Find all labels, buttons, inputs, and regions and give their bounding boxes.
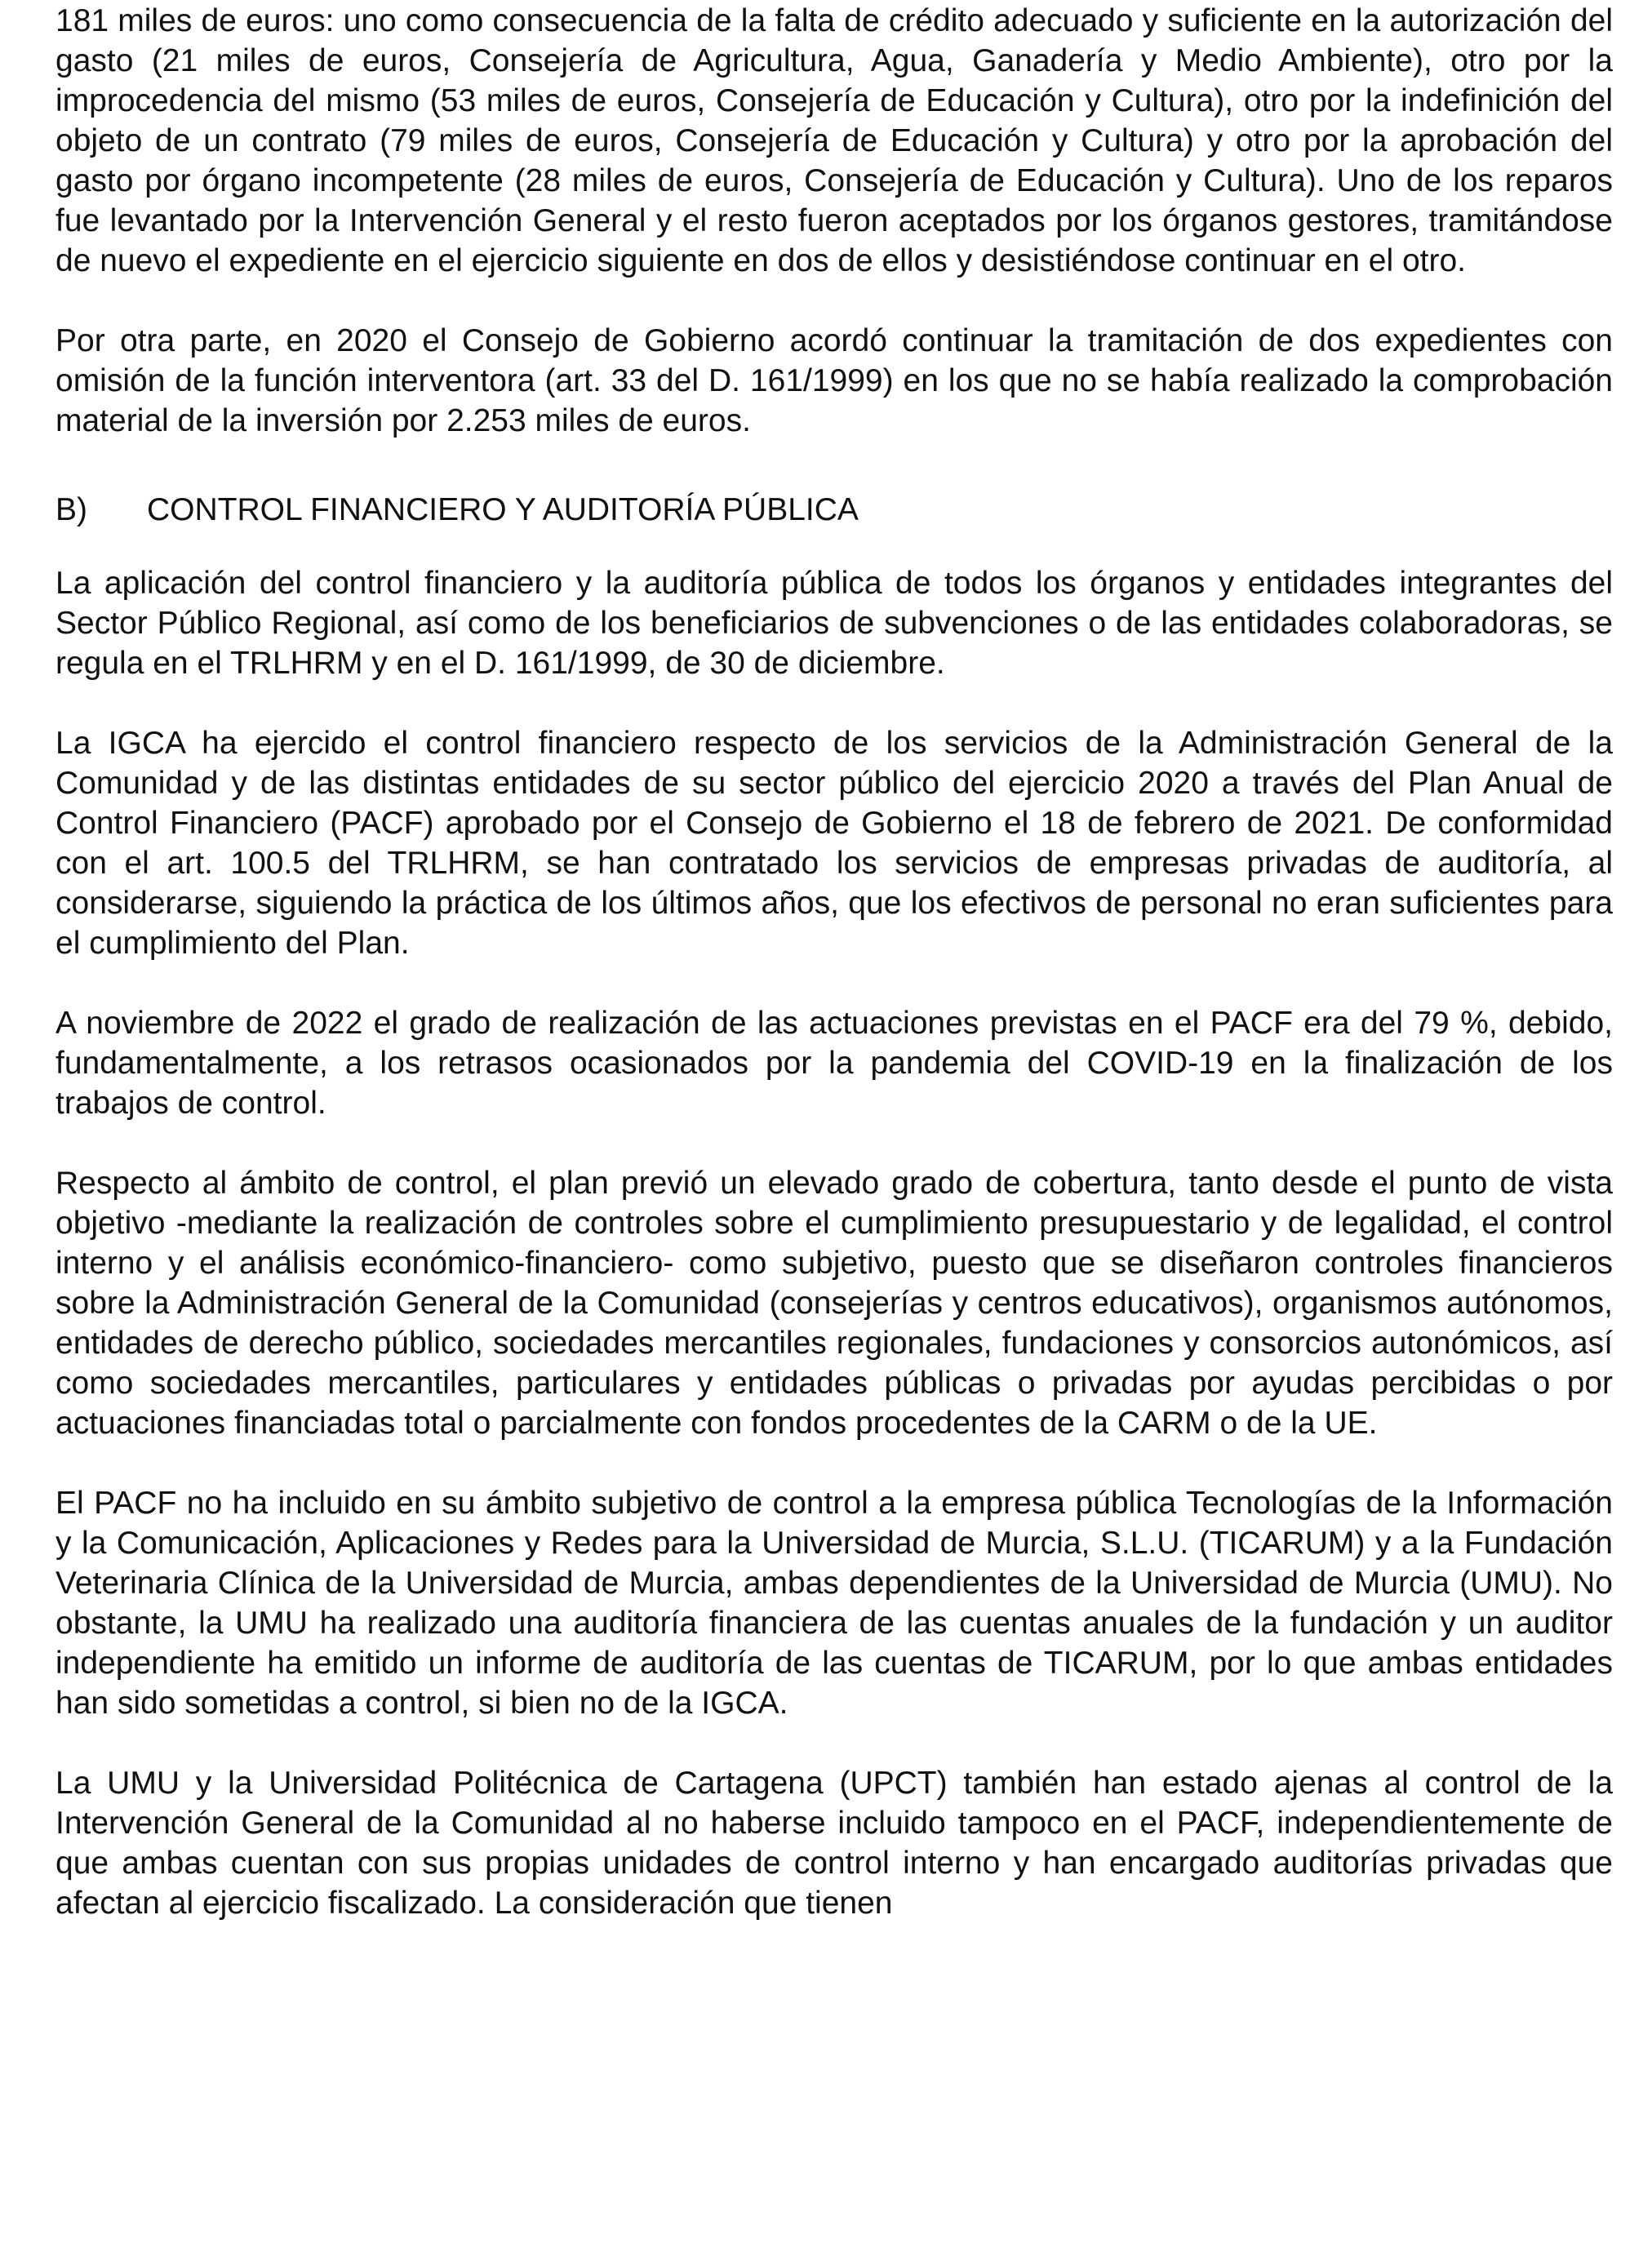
section-title: CONTROL FINANCIERO Y AUDITORÍA PÚBLICA <box>147 492 859 527</box>
paragraph-ambito-control: Respecto al ámbito de control, el plan previó un elevado grado de cobertura, tanto desde el punto de vista objetivo -mediante la realización de controles sobre el cumplimiento presupuestario y de legalidad, el control interno y el análisis económico-financiero- como subjetivo, puesto que se diseñaron controles financieros sobre la Administración General de la Comunidad (consejerías y centros educativos), organismos autónomos, entidades de derecho público, sociedades mercantiles regionales, fundaciones y consorcios autonómicos, así como sociedades mercantiles, particulares y entidades públicas o privadas por ayudas percibidas o por actuaciones financiadas total o parcialmente con fondos procedentes de la CARM o de la UE. <box>56 1166 1613 1441</box>
section-letter: B) <box>56 492 87 527</box>
paragraph-ticarum: El PACF no ha incluido en su ámbito subjetivo de control a la empresa pública Tecnologías de la Información y la Comunicación, Aplicaciones y Redes para la Universidad de Murcia, S.L.U. (TICARUM) y a la Fundación Veterinaria Clínica de la Universidad de Murcia, ambas dependientes de la Universidad de Murcia (UMU). No obstante, la UMU ha realizado una auditoría financiera de las cuentas anuales de la fundación y un auditor independiente ha emitido un informe de auditoría de las cuentas de TICARUM, por lo que ambas entidades han sido sometidas a control, si bien no de la IGCA. <box>56 1486 1613 1721</box>
paragraph-consejo-gobierno: Por otra parte, en 2020 el Consejo de Gobierno acordó continuar la tramitación de dos expedientes con omisión de la función interventora (art. 33 del D. 161/1999) en los que no se había realizado la comprobación material de la inversión por 2.253 miles de euros. <box>56 323 1613 438</box>
paragraph-umu-upct: La UMU y la Universidad Politécnica de Cartagena (UPCT) también han estado ajenas al control de la Intervención General de la Comunidad al no haberse incluido tampoco en el PACF, independientemente de que ambas cuentan con sus propias unidades de control interno y han encargado auditorías privadas que afectan al ejercicio fiscalizado. La consideración que tienen <box>56 1766 1613 1921</box>
paragraph-grado-realizacion: A noviembre de 2022 el grado de realización de las actuaciones previstas en el PACF era del 79 %, debido, fundamentalmente, a los retrasos ocasionados por la pandemia del COVID-19 en la finalización de los trabajos de control. <box>56 1006 1613 1121</box>
paragraph-aplicacion-control: La aplicación del control financiero y la auditoría pública de todos los órganos y entidades integrantes del Sector Público Regional, así como de los beneficiarios de subvenciones o de las entidades colaboradoras, se regula en el TRLHRM y en el D. 161/1999, de 30 de diciembre. <box>56 566 1613 681</box>
document-page <box>56 0 1613 1923</box>
paragraph-reparos: 181 miles de euros: uno como consecuencia de la falta de crédito adecuado y suficiente en la autorización del gasto (21 miles de euros, Consejería de Agricultura, Agua, Ganadería y Medio Ambiente), otro por la improcedencia del mismo (53 miles de euros, Consejería de Educación y Cultura), otro por la indefinición del objeto de un contrato (79 miles de euros, Consejería de Educación y Cultura) y otro por la aprobación del gasto por órgano incompetente (28 miles de euros, Consejería de Educación y Cultura). Uno de los reparos fue levantado por la Intervención General y el resto fueron aceptados por los órganos gestores, tramitándose de nuevo el expediente en el ejercicio siguiente en dos de ellos y desistiéndose continuar en el otro. <box>56 3 1613 278</box>
paragraph-igca-pacf: La IGCA ha ejercido el control financiero respecto de los servicios de la Administración General de la Comunidad y de las distintas entidades de su sector público del ejercicio 2020 a través del Plan Anual de Control Financiero (PACF) aprobado por el Consejo de Gobierno el 18 de febrero de 2021. De conformidad con el art. 100.5 del TRLHRM, se han contratado los servicios de empresas privadas de auditoría, al considerarse, siguiendo la práctica de los últimos años, que los efectivos de personal no eran suficientes para el cumplimiento del Plan. <box>56 726 1613 961</box>
section-heading <box>56 490 1613 530</box>
